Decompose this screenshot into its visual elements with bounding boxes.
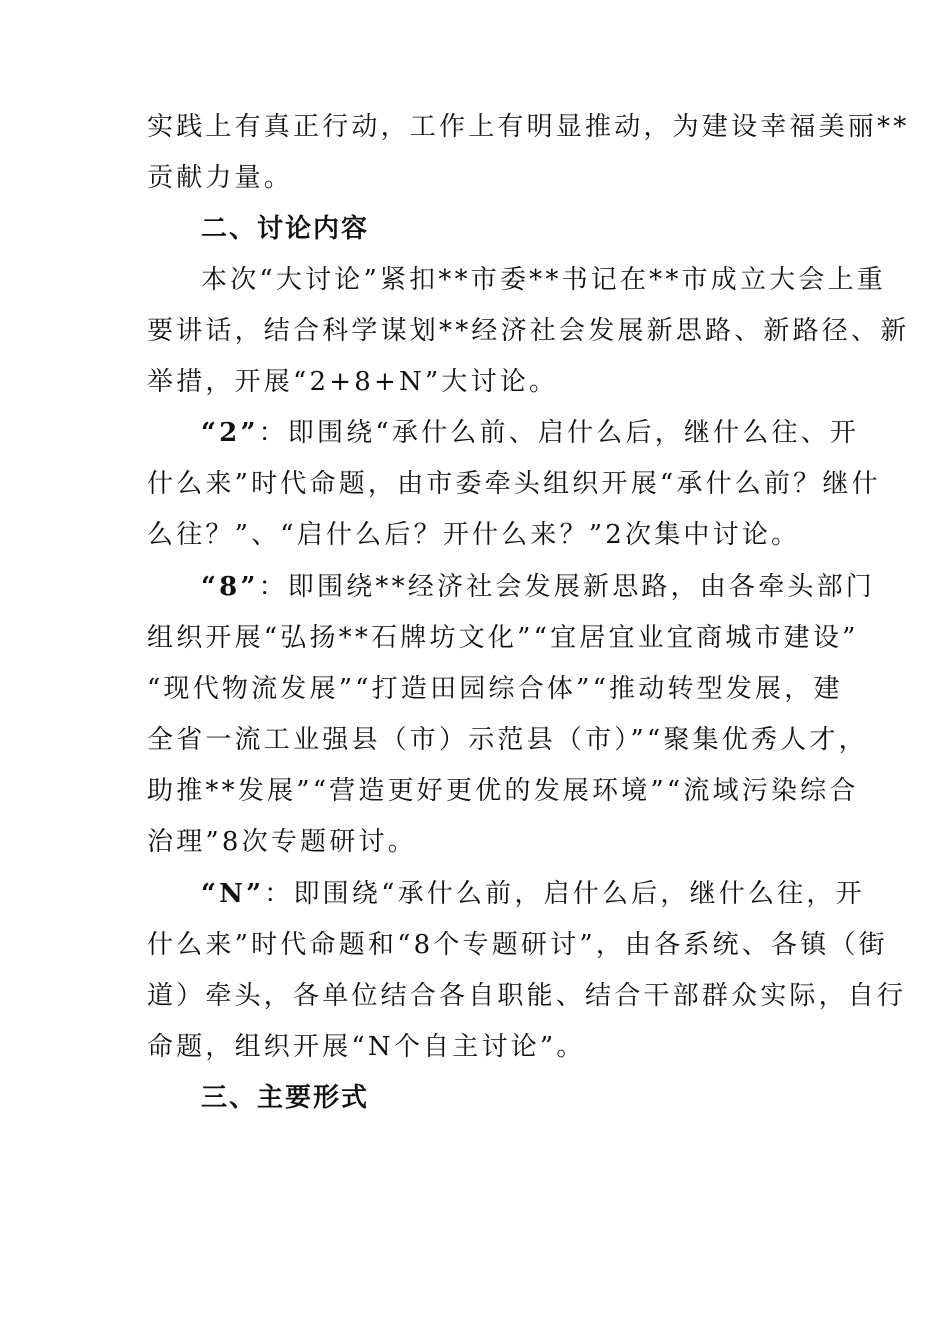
text-line: 助推**发展”“营造更好更优的发展环境”“流域污染综合 xyxy=(147,776,859,806)
text-line: 治理”8次专题研讨。 xyxy=(147,827,417,857)
text-line: 举措，开展“2+8+N”大讨论。 xyxy=(147,367,559,397)
item-line xyxy=(201,877,865,911)
text-line: 什么来”时代命题，由市委牵头组织开展“承什么前？继什 xyxy=(147,469,881,499)
text-line: 贡献力量。 xyxy=(147,163,294,193)
item-lead: “2” xyxy=(201,418,259,448)
item-text: ：即围绕**经济社会发展新思路，由各牵头部门 xyxy=(258,572,876,602)
section-heading: 三、主要形式 xyxy=(201,1083,370,1113)
text-line: 命题，组织开展“N个自主讨论”。 xyxy=(147,1032,586,1062)
item-line xyxy=(201,570,876,604)
section-heading: 二、讨论内容 xyxy=(201,214,370,244)
item-text: ：即围绕“承什么前、启什么后，继什么往、开 xyxy=(258,418,860,448)
text-line: 什么来”时代命题和“8个专题研讨”，由各系统、各镇（街 xyxy=(147,930,888,960)
text-line: “现代物流发展”“打造田园综合体”“推动转型发展，建 xyxy=(147,674,843,704)
item-line xyxy=(201,416,861,450)
item-text: ：即围绕“承什么前，启什么后，继什么往，开 xyxy=(264,879,865,909)
text-line: 本次“大讨论”紧扣**市委**书记在**市成立大会上重 xyxy=(201,265,886,295)
text-line: 道）牵头，各单位结合各自职能、结合干部群众实际，自行 xyxy=(147,981,907,1011)
text-line: 要讲话，结合科学谋划**经济社会发展新思路、新路径、新 xyxy=(147,316,910,346)
text-line: 么往？”、“启什么后？开什么来？”2次集中讨论。 xyxy=(147,520,801,550)
text-line: 全省一流工业强县（市）示范县（市）”“聚集优秀人才， xyxy=(147,725,868,755)
text-line: 实践上有真正行动，工作上有明显推动，为建设幸福美丽** xyxy=(147,112,910,142)
text-line: 组织开展“弘扬**石牌坊文化”“宜居宜业宜商城市建设” xyxy=(147,623,859,653)
item-lead: “N” xyxy=(201,879,265,909)
item-lead: “8” xyxy=(201,572,259,602)
